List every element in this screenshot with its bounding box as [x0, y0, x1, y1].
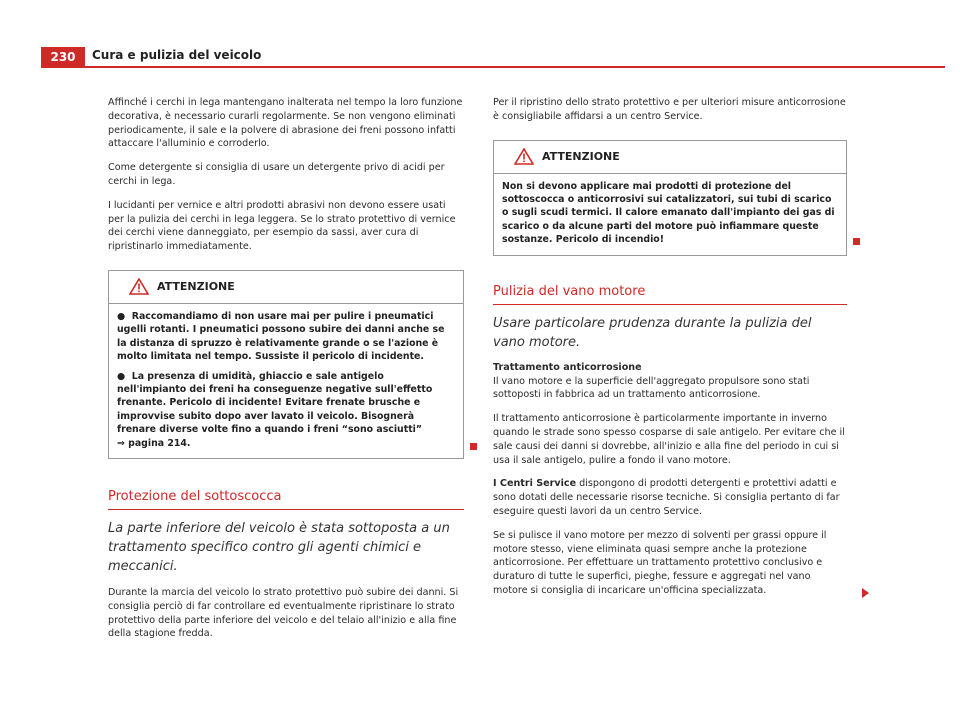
- warning-title: ATTENZIONE: [542, 149, 620, 163]
- subheading: Trattamento anticorrosione: [493, 361, 642, 373]
- paragraph: Durante la marcia del veicolo lo strato protettivo può subire dei danni. Si consiglia perciò di far controllare ed eventualmente ripristinare lo strato protettivo della parte inferiore del veicolo e del telaio all'inizio e alla fine della stagione fredda.: [108, 587, 459, 640]
- paragraph: Come detergente si consiglia di usare un detergente privo di acidi per cerchi in lega.: [108, 162, 445, 187]
- page-number: 230: [41, 47, 85, 68]
- page-header-title: Cura e pulizia del veicolo: [92, 48, 262, 62]
- warning-body: [109, 304, 463, 458]
- right-column: [493, 96, 847, 608]
- header-rule: [41, 66, 945, 68]
- continue-arrow-icon: [862, 588, 869, 598]
- paragraph: I Centri Service dispongono di prodotti detergenti e protettivi adatti e sono dotati delle necessarie risorse tecniche. Si consiglia pertanto di far eseguire questi lavori da un centro Service.: [493, 478, 840, 517]
- warning-box: [493, 140, 847, 256]
- section-heading: Protezione del sottoscocca: [108, 489, 464, 510]
- warning-text: Non si devono applicare mai prodotti di protezione del sottoscocca o anticorrosivi sui catalizzatori, sui tubi di scarico o sugli scudi termici. Il calore emanato dall'impianto dei gas di scarico o da alcune parti del motore può infiammare queste sostanze. Pericolo di incendio!: [502, 180, 835, 246]
- paragraph: Se si pulisce il vano motore per mezzo di solventi per grassi oppure il motore stesso, viene eliminata quasi sempre anche la protezione anticorrosione. Per effettuare un trattamento protettivo conclusivo e duraturo di tutte le superfici, pieghe, fessure e aggregati nel vano motore si consiglia di incaricare un'officina specializzata.: [493, 529, 827, 596]
- warning-body: [494, 174, 846, 255]
- paragraph: Per il ripristino dello strato protettivo e per ulteriori misure anticorrosione è consigliabile affidarsi a un centro Service.: [493, 97, 846, 122]
- left-column: [108, 96, 464, 651]
- warning-box: [108, 270, 464, 459]
- end-of-section-icon: [470, 443, 477, 450]
- paragraph: Affinché i cerchi in lega mantengano inalterata nel tempo la loro funzione decorativa, è necessario curarli regolarmente. Se non vengono eliminati periodicamente, il sale e la polvere di abrasione dei freni possono infatti attaccare l'alluminio e corroderlo.: [108, 97, 463, 150]
- end-of-section-icon: [853, 238, 860, 245]
- warning-bullet: ● La presenza di umidità, ghiaccio e sale antigelo nell'impianto dei freni ha conseguenze negative sull'effetto frenante. Pericolo di incidente! Evitare frenate brusche e improvvise subito dopo aver lavato il veicolo. Bisognerà frenare diverse volte fino a quando i freni “sono asciutti” ⇒ pagina 214.: [117, 370, 433, 449]
- warning-bullet: ● Raccomandiamo di non usare mai per pulire i pneumatici ugelli rotanti. I pneumatici possono subire dei danni anche se la distanza di spruzzo è relativamente grande o se l'azione è molto limitata nel tempo. Sussiste il pericolo di incidente.: [117, 310, 445, 363]
- paragraph: Il vano motore e la superficie dell'aggregato propulsore sono stati sottoposti in fabbrica ad un trattamento anticorrosione.: [493, 375, 810, 401]
- warning-header: [109, 271, 463, 304]
- warning-triangle-icon: [129, 278, 149, 295]
- warning-header: [494, 141, 846, 174]
- bold-term: I Centri Service: [493, 478, 577, 490]
- paragraph: Il trattamento anticorrosione è particolarmente importante in inverno quando le strade sono spesso cosparse di sale antigelo. Per evitare che il sale causi dei danni si dovrebbe, all'inizio e alla fine del periodo in cui si usa il sale antigelo, pulire a fondo il vano motore.: [493, 413, 845, 466]
- section-intro: Usare particolare prudenza durante la pulizia del vano motore.: [493, 315, 812, 350]
- warning-title: ATTENZIONE: [157, 279, 235, 293]
- warning-triangle-icon: [514, 148, 534, 165]
- page-reference-link[interactable]: ⇒ pagina 214.: [117, 437, 191, 449]
- section-heading: Pulizia del vano motore: [493, 284, 847, 305]
- paragraph: I lucidanti per vernice e altri prodotti abrasivi non devono essere usati per la pulizia dei cerchi in lega leggera. Se lo strato protettivo di vernice dei cerchi viene danneggiato, per esempio da sassi, aver cura di ripristinarlo immediatamente.: [108, 199, 456, 253]
- section-intro: La parte inferiore del veicolo è stata sottoposta a un trattamento specifico contro gli agenti chimici e meccanici.: [108, 521, 450, 575]
